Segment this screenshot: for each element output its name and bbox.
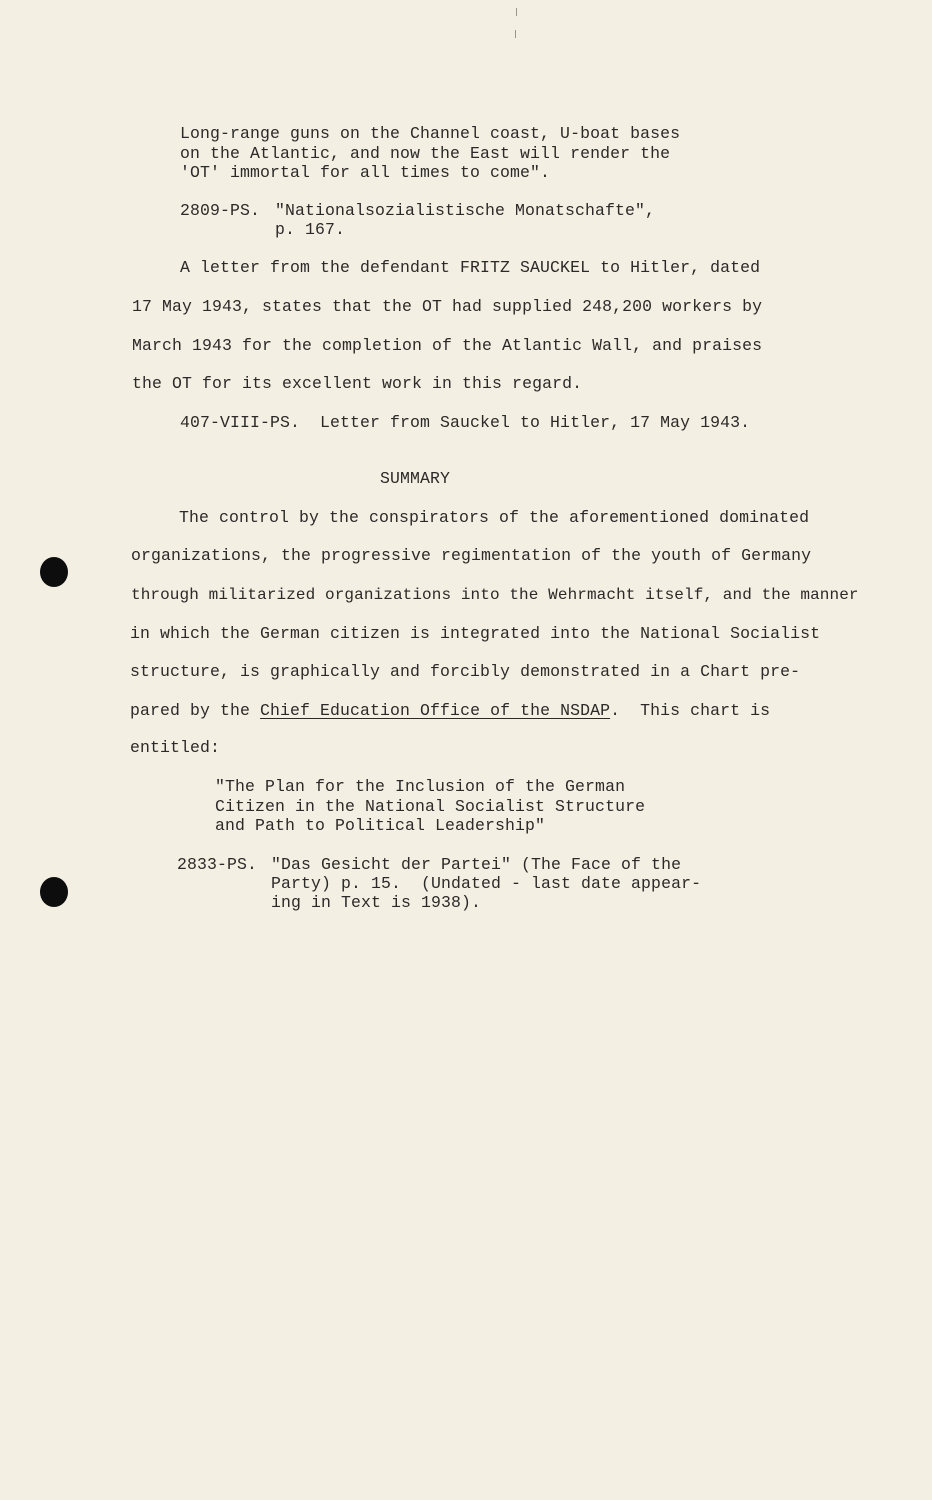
summary-text: pared by the: [130, 701, 261, 720]
summary-line: in which the German citizen is integrated into the National Socialist: [130, 624, 821, 643]
citation-id: 2809-PS.: [180, 201, 261, 220]
citation-text: ing in Text is 1938).: [271, 893, 482, 912]
quote-line: on the Atlantic, and now the East will render the: [180, 144, 671, 163]
paragraph-line: March 1943 for the completion of the Atlantic Wall, and praises: [132, 336, 763, 355]
summary-line: structure, is graphically and forcibly demonstrated in a Chart pre-: [130, 662, 801, 681]
citation-text: "Nationalsozialistische Monatschafte",: [275, 201, 656, 220]
summary-line: entitled:: [130, 738, 221, 757]
paper-mark: [516, 8, 517, 16]
summary-line: organizations, the progressive regimentation of the youth of Germany: [131, 546, 812, 565]
chart-title-line: "The Plan for the Inclusion of the German: [215, 777, 626, 796]
citation-text: p. 167.: [275, 220, 346, 239]
citation-text: Party) p. 15. (Undated - last date appear-: [271, 874, 702, 893]
chart-title-line: Citizen in the National Socialist Structure: [215, 797, 646, 816]
paragraph-line: the OT for its excellent work in this regard.: [132, 374, 583, 393]
paper-mark: [515, 30, 516, 38]
paragraph-line: A letter from the defendant FRITZ SAUCKEL to Hitler, dated: [180, 258, 761, 277]
summary-line: The control by the conspirators of the aforementioned dominated: [179, 508, 810, 527]
underlined-office-name: Chief Education Office of the NSDAP: [260, 701, 611, 720]
summary-line: [130, 701, 770, 721]
citation-text: "Das Gesicht der Partei" (The Face of the: [271, 855, 682, 874]
punch-hole: [40, 557, 68, 587]
chart-title-line: and Path to Political Leadership": [215, 816, 546, 835]
paragraph-line: 17 May 1943, states that the OT had supplied 248,200 workers by: [132, 297, 763, 316]
punch-hole: [40, 877, 68, 907]
citation-text: 407-VIII-PS. Letter from Sauckel to Hitler, 17 May 1943.: [180, 413, 751, 432]
section-heading: SUMMARY: [380, 469, 451, 488]
summary-line: through militarized organizations into the Wehrmacht itself, and the manner: [131, 586, 859, 604]
summary-text: . This chart is: [610, 701, 771, 720]
citation-id: 2833-PS.: [177, 855, 258, 874]
quote-line: Long-range guns on the Channel coast, U-boat bases: [180, 124, 681, 143]
quote-line: 'OT' immortal for all times to come".: [180, 163, 551, 182]
